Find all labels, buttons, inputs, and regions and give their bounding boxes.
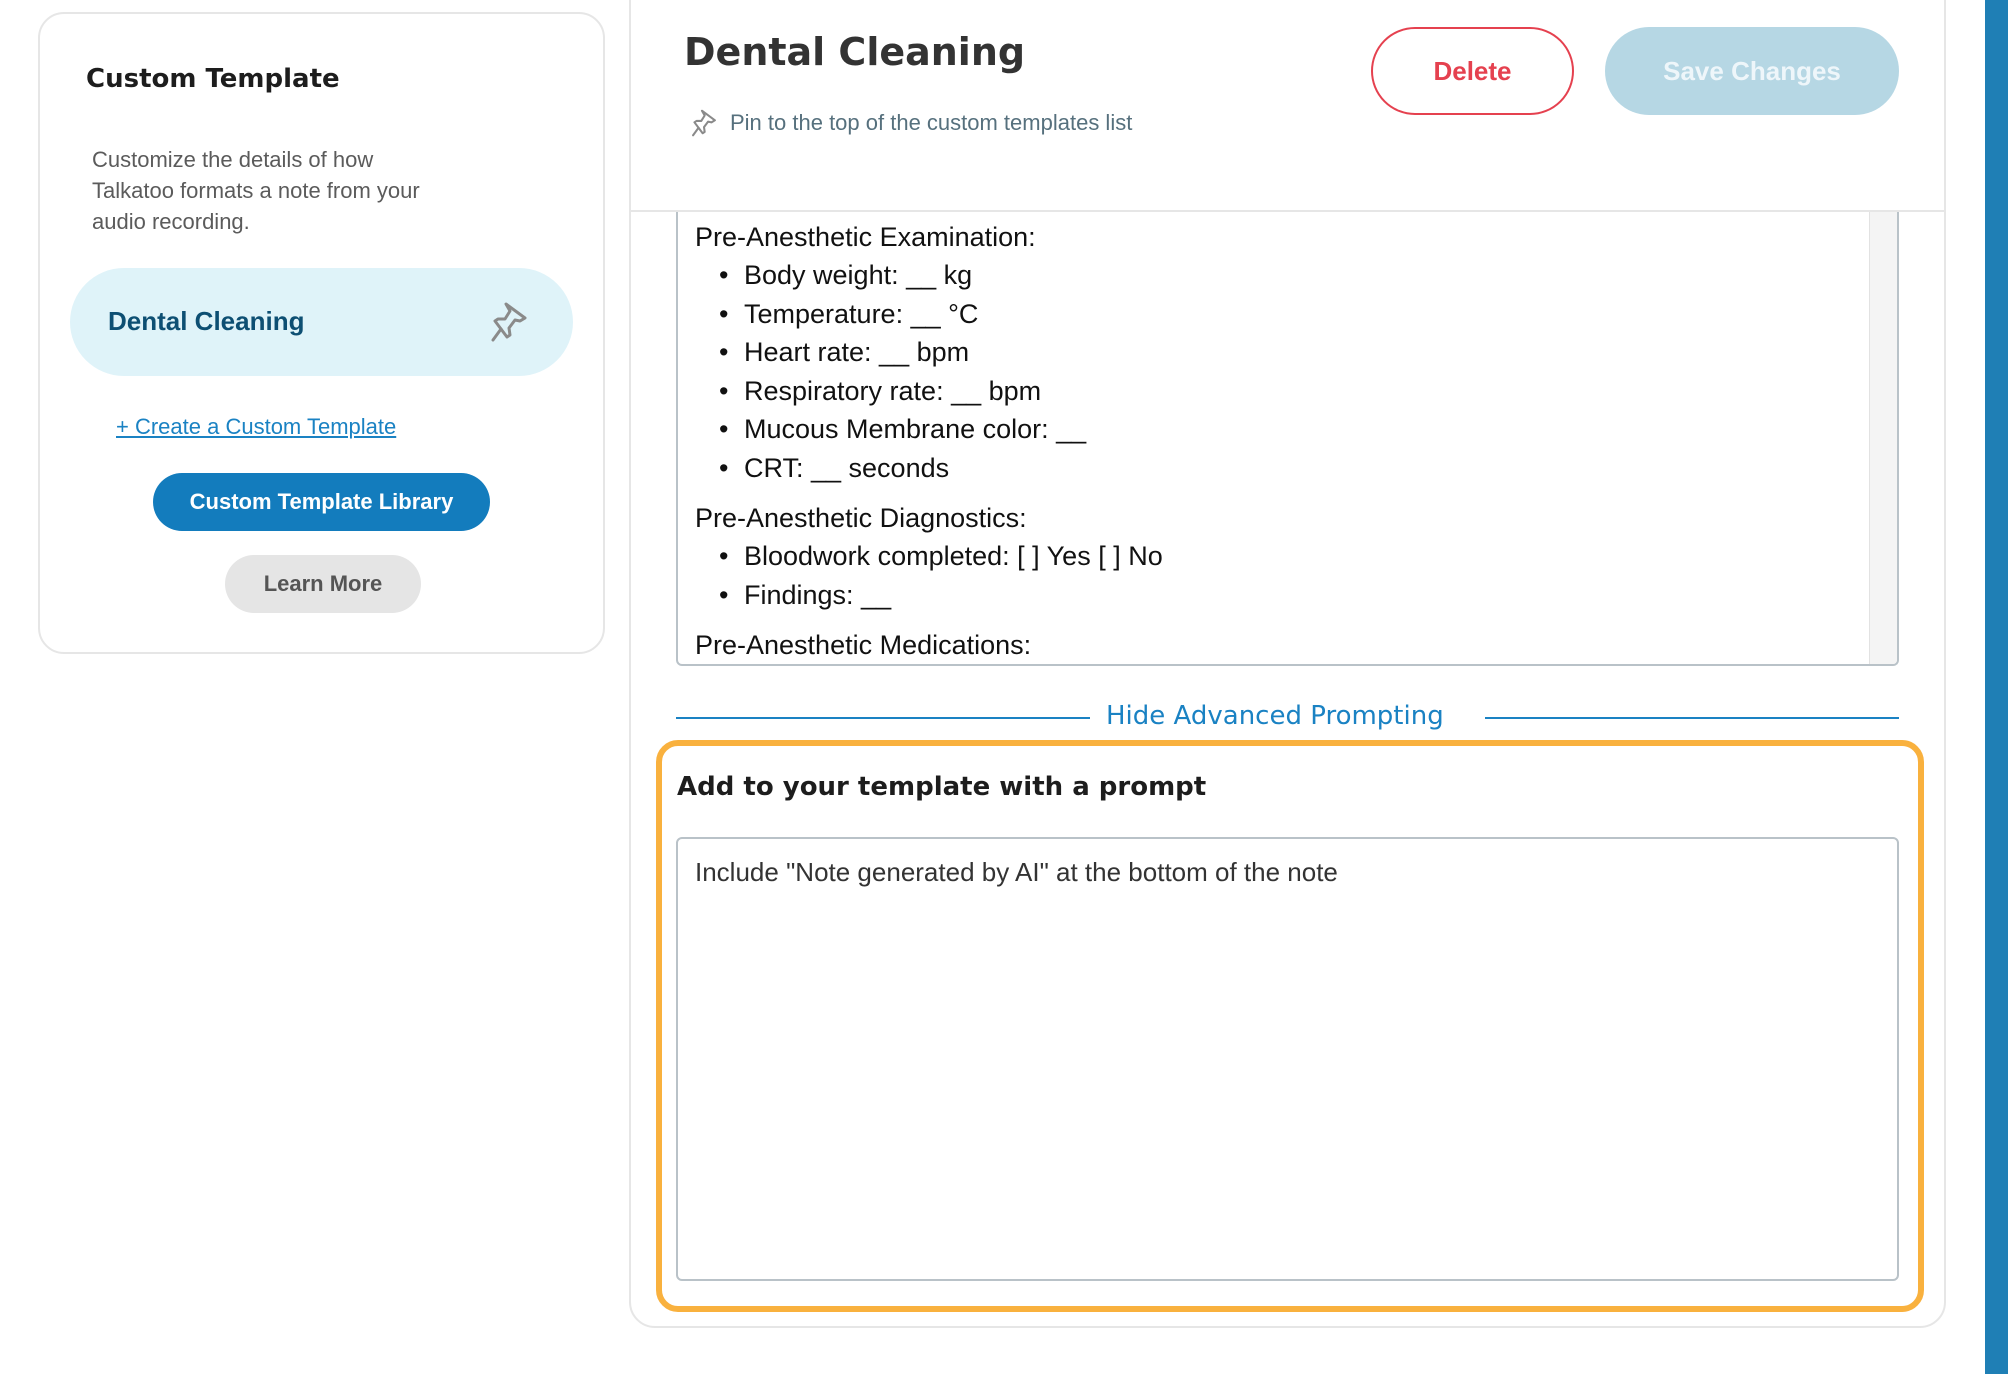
list-item: • Findings: __ — [695, 576, 1163, 615]
template-body-scrollbar[interactable] — [1869, 212, 1897, 664]
delete-button[interactable]: Delete — [1371, 27, 1574, 115]
template-body-editor[interactable] — [676, 212, 1899, 666]
section-list — [695, 256, 1163, 487]
template-body-content — [695, 218, 1163, 664]
custom-template-library-button[interactable]: Custom Template Library — [153, 473, 490, 531]
hide-advanced-prompting-toggle[interactable]: Hide Advanced Prompting — [1106, 701, 1444, 731]
section-heading: Pre-Anesthetic Examination: — [695, 222, 1036, 252]
pin-icon[interactable] — [690, 108, 718, 138]
custom-template-sidebar — [38, 12, 605, 654]
divider-line — [676, 717, 1090, 719]
prompt-input[interactable] — [676, 837, 1899, 1281]
pin-to-top-label: Pin to the top of the custom templates list — [730, 110, 1133, 135]
section-list — [695, 537, 1163, 614]
list-item: • Mucous Membrane color: __ — [695, 410, 1163, 449]
pin-icon[interactable] — [489, 300, 529, 344]
list-item: • Body weight: __ kg — [695, 256, 1163, 295]
prompt-section-title: Add to your template with a prompt — [677, 772, 1207, 802]
list-item: • CRT: __ seconds — [695, 449, 1163, 488]
divider-line — [1485, 717, 1899, 719]
create-custom-template-link[interactable]: + Create a Custom Template — [116, 414, 397, 439]
page-title: Dental Cleaning — [684, 30, 1026, 74]
template-item-label: Dental Cleaning — [108, 306, 305, 336]
list-item: • Bloodwork completed: [ ] Yes [ ] No — [695, 537, 1163, 576]
window-edge-strip — [1985, 0, 2008, 1374]
learn-more-button[interactable]: Learn More — [225, 555, 421, 613]
sidebar-title: Custom Template — [86, 64, 340, 94]
list-item: • Heart rate: __ bpm — [695, 333, 1163, 372]
sidebar-description: Customize the details of how Talkatoo formats a note from your audio recording. — [92, 147, 420, 234]
list-item: • Respiratory rate: __ bpm — [695, 372, 1163, 411]
save-changes-button[interactable]: Save Changes — [1605, 27, 1899, 115]
section-heading: Pre-Anesthetic Diagnostics: — [695, 503, 1027, 533]
section-heading: Pre-Anesthetic Medications: — [695, 630, 1032, 660]
template-item-dental-cleaning[interactable] — [70, 268, 573, 376]
list-item: • Temperature: __ °C — [695, 295, 1163, 334]
